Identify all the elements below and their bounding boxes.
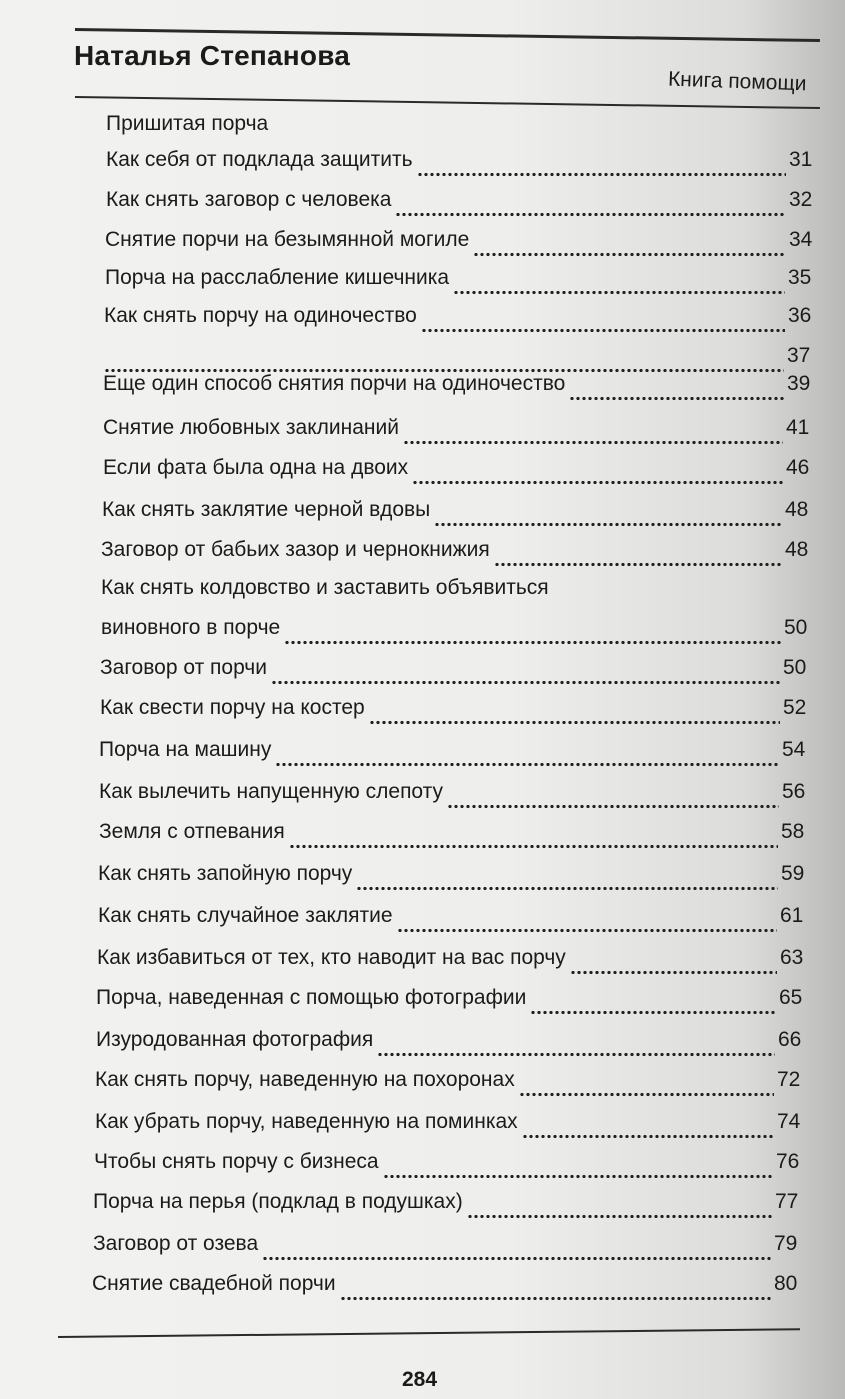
toc-entry-page: 48	[785, 498, 809, 521]
toc-entry-title: Заговор от бабьих зазор и чернокнижия	[101, 538, 490, 561]
toc-entry	[101, 538, 808, 570]
toc-entry	[99, 738, 805, 770]
toc-entry-title: Как снять заклятие черной вдовы	[102, 498, 431, 521]
dot-leader	[417, 173, 786, 176]
toc-entry-page: 66	[778, 1028, 802, 1051]
toc-entry	[94, 1150, 799, 1182]
toc-entry-title: Как снять порчу на одиночество	[104, 304, 417, 327]
toc-entry-title: Порча на расслабление кишечника	[105, 266, 450, 289]
toc-entry-page: 48	[785, 538, 809, 561]
toc-entry	[105, 228, 812, 260]
toc-entry-page: 35	[788, 266, 812, 289]
toc-entry	[92, 1272, 797, 1304]
toc-entry-title: Как снять колдовство и заставить объявиться	[101, 576, 549, 599]
toc-entry-title: Как снять заговор с человека	[106, 188, 392, 211]
toc-entry-page: 50	[784, 616, 808, 639]
toc-entry-title: Как снять запойную порчу	[98, 862, 353, 885]
toc-entry-title: Снятие любовных заклинаний	[103, 416, 399, 439]
dot-leader	[421, 329, 785, 332]
toc-entry-title: Как избавиться от тех, кто наводит на вас порчу	[97, 946, 566, 969]
toc-entry-page: 31	[789, 148, 813, 171]
dot-leader	[453, 291, 785, 294]
toc-entry	[98, 862, 804, 894]
dot-leader	[383, 1175, 773, 1178]
toc-entry-title: Как снять порчу, наведенную на похоронах	[95, 1068, 515, 1091]
toc-entry	[105, 266, 811, 298]
toc-entry-title: Как снять случайное заклятие	[98, 904, 393, 927]
toc-entry	[101, 616, 807, 648]
dot-leader	[395, 213, 786, 216]
toc-entry	[93, 1232, 797, 1264]
toc-entry	[97, 946, 803, 978]
toc-entry-title: Порча, наведенная с помощью фотографии	[96, 986, 527, 1009]
toc-entry-page: 63	[780, 946, 804, 969]
dot-leader	[447, 805, 779, 808]
author-name: Наталья Степанова	[74, 40, 351, 71]
toc-entry	[100, 656, 806, 688]
toc-entry-title: Как себя от подклада защитить	[106, 148, 413, 171]
toc-entry-page: 74	[777, 1110, 801, 1133]
dot-leader	[519, 1093, 774, 1096]
toc-entry-title: Чтобы снять порчу с бизнеса	[94, 1150, 379, 1173]
dot-leader	[397, 929, 777, 932]
toc-entry-title: Как свести порчу на костер	[100, 696, 365, 719]
toc-entry	[103, 416, 809, 448]
toc-entry-page: 54	[782, 738, 806, 761]
toc-entry	[103, 372, 810, 404]
toc-entry-page: 61	[780, 904, 804, 927]
toc-entry-title: Порча на машину	[99, 738, 272, 761]
dot-leader	[530, 1011, 776, 1014]
dot-leader	[262, 1257, 771, 1260]
toc-entry-title: Если фата была одна на двоих	[103, 456, 409, 479]
toc-entry-page: 46	[786, 456, 810, 479]
toc-entry-page: 52	[783, 696, 807, 719]
toc-entry-page: 77	[775, 1190, 799, 1213]
toc-entry-page: 59	[781, 862, 805, 885]
toc-entry	[102, 498, 808, 530]
toc-entry-page: 39	[787, 372, 811, 395]
toc-entry-title: Еще один способ снятия порчи на одиночество	[103, 372, 566, 395]
toc-entry-title: Как убрать порчу, наведенную на поминках	[95, 1110, 518, 1133]
dot-leader	[284, 641, 781, 644]
dot-leader	[275, 763, 779, 766]
dot-leader	[271, 681, 780, 684]
toc-entry-page: 41	[786, 416, 810, 439]
toc-entry	[101, 576, 808, 608]
toc-entry-page: 79	[774, 1232, 798, 1255]
toc-entry-title: Заговор от порчи	[100, 656, 267, 679]
toc-entry	[106, 112, 812, 144]
toc-entry-title: Снятие порчи на безымянной могиле	[105, 228, 470, 251]
dot-leader	[403, 441, 783, 444]
toc-entry-title: Пришитая порча	[106, 112, 269, 135]
toc-entry	[100, 696, 806, 728]
toc-entry-title: Земля с отпевания	[99, 820, 285, 843]
dot-leader	[289, 845, 778, 848]
toc-entry	[93, 1190, 798, 1222]
toc-entry-page: 36	[788, 304, 812, 327]
toc-entry	[103, 456, 809, 488]
dot-leader	[434, 523, 782, 526]
toc-entry	[106, 148, 812, 180]
dot-leader	[356, 887, 778, 890]
dot-leader	[570, 971, 777, 974]
toc-entry	[106, 188, 812, 220]
toc-entry	[95, 1068, 800, 1100]
dot-leader	[412, 481, 783, 484]
toc-entry	[98, 904, 803, 936]
toc-entry-title: Как вылечить напущенную слепоту	[99, 780, 444, 803]
dot-leader	[369, 721, 780, 724]
toc-entry-page: 34	[789, 228, 813, 251]
toc-entry-title: Порча на перья (подклад в подушках)	[93, 1190, 463, 1213]
toc-entry-page: 65	[779, 986, 803, 1009]
dot-leader	[467, 1215, 772, 1218]
toc-entry	[96, 1028, 801, 1060]
book-title: Книга помощи	[667, 67, 807, 96]
toc-entry	[96, 986, 802, 1018]
toc-entry-page: 72	[777, 1068, 801, 1091]
page-number: 284	[402, 1368, 438, 1391]
dot-leader	[522, 1135, 774, 1138]
toc-entry-title: Заговор от озева	[93, 1232, 259, 1255]
dot-leader	[473, 253, 786, 256]
toc-entry-page: 76	[776, 1150, 800, 1173]
toc-entry-page: 56	[782, 780, 806, 803]
dot-leader	[569, 397, 784, 400]
dot-leader	[494, 563, 782, 566]
toc-entry	[99, 820, 804, 852]
toc-entry-page: 50	[783, 656, 807, 679]
toc-entry-title: Изуродованная фотография	[96, 1028, 374, 1051]
dot-leader	[377, 1053, 775, 1056]
toc-entry-page: 80	[774, 1272, 798, 1295]
toc-entry-page: 58	[781, 820, 805, 843]
toc-entry	[95, 1110, 800, 1142]
toc-entry-page: 32	[789, 188, 813, 211]
dot-leader	[340, 1297, 771, 1300]
toc-entry	[99, 780, 805, 812]
toc-entry-title: виновного в порче	[101, 616, 281, 639]
toc-entry-title: Снятие свадебной порчи	[92, 1272, 336, 1295]
toc-entry	[104, 304, 811, 336]
toc-entry-page: 37	[787, 344, 811, 367]
